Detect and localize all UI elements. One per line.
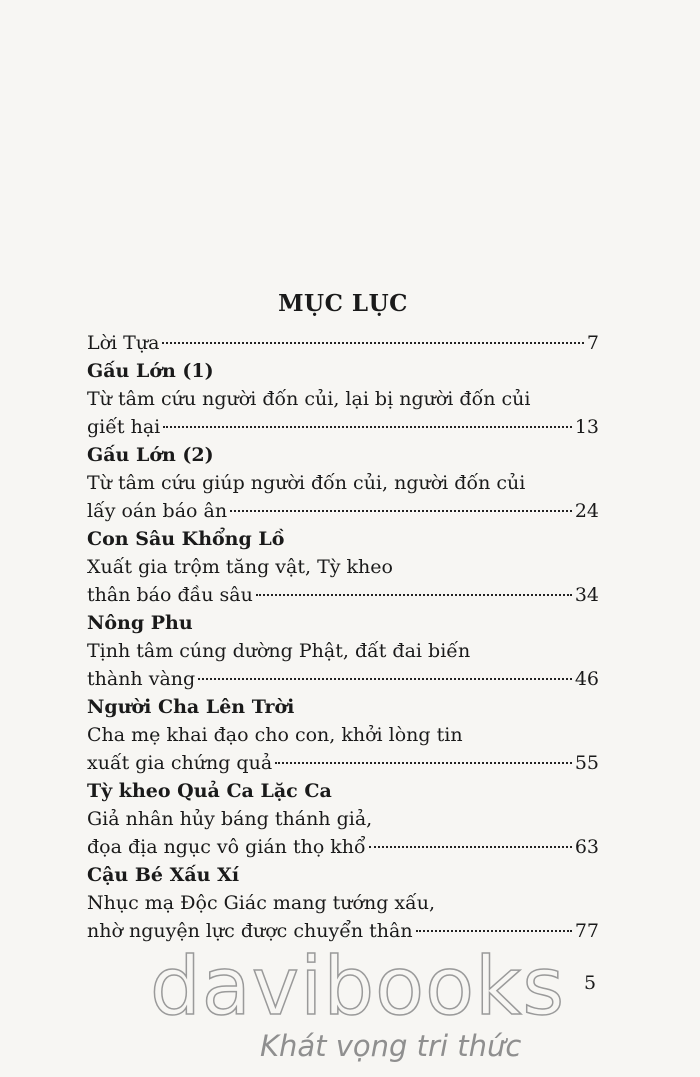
dot-leader bbox=[416, 930, 572, 932]
toc-entry[interactable] bbox=[87, 441, 599, 525]
toc-page-number: 55 bbox=[574, 752, 599, 774]
story-subtitle-end: giết hại bbox=[87, 416, 161, 438]
story-subtitle-line: Từ tâm cứu người đốn củi, lại bị người đốn củi bbox=[87, 388, 531, 410]
story-subtitle-end: đọa địa ngục vô gián thọ khổ bbox=[87, 836, 366, 858]
toc-page-number: 63 bbox=[574, 836, 599, 858]
dot-leader bbox=[198, 678, 572, 680]
story-title: Người Cha Lên Trời bbox=[87, 696, 295, 718]
toc-page-number: 13 bbox=[574, 416, 599, 438]
toc-page-number: 46 bbox=[574, 668, 599, 690]
toc-entry[interactable] bbox=[87, 609, 599, 693]
table-of-contents bbox=[87, 290, 599, 945]
story-subtitle-line: Giả nhân hủy báng thánh giả, bbox=[87, 808, 373, 830]
toc-entry[interactable] bbox=[87, 693, 599, 777]
story-subtitle-end: thân báo đầu sâu bbox=[87, 584, 253, 606]
toc-entry[interactable] bbox=[87, 861, 599, 945]
toc-entry[interactable] bbox=[87, 329, 599, 357]
toc-page-number: 7 bbox=[586, 332, 599, 354]
toc-leader-line bbox=[87, 917, 599, 945]
toc-title: MỤC LỤC bbox=[278, 290, 408, 317]
story-subtitle-end: lấy oán báo ân bbox=[87, 500, 228, 522]
story-title: Gấu Lớn (2) bbox=[87, 444, 214, 466]
story-title: Tỳ kheo Quả Ca Lặc Ca bbox=[87, 780, 332, 802]
toc-leader-line bbox=[87, 413, 599, 441]
watermark bbox=[150, 940, 566, 1063]
toc-entry-text: Lời Tựa bbox=[87, 332, 160, 354]
dot-leader bbox=[275, 762, 572, 764]
toc-leader-line bbox=[87, 329, 599, 357]
story-subtitle-end: nhờ nguyện lực được chuyển thân bbox=[87, 920, 413, 942]
dot-leader bbox=[230, 510, 572, 512]
dot-leader bbox=[369, 846, 572, 848]
story-subtitle-line: Tịnh tâm cúng dường Phật, đất đai biến bbox=[87, 640, 471, 662]
story-title: Cậu Bé Xấu Xí bbox=[87, 864, 240, 886]
toc-leader-line bbox=[87, 749, 599, 777]
story-title: Con Sâu Khổng Lồ bbox=[87, 528, 285, 550]
story-subtitle-end: thành vàng bbox=[87, 668, 196, 690]
story-subtitle-line: Nhục mạ Độc Giác mang tướng xấu, bbox=[87, 892, 436, 914]
story-title: Nông Phu bbox=[87, 612, 193, 634]
story-subtitle-end: xuất gia chứng quả bbox=[87, 752, 273, 774]
toc-page-number: 34 bbox=[574, 584, 599, 606]
toc-leader-line bbox=[87, 581, 599, 609]
toc-entry[interactable] bbox=[87, 525, 599, 609]
watermark-brand: davibooks bbox=[150, 940, 566, 1033]
dot-leader bbox=[163, 426, 572, 428]
toc-page-number: 24 bbox=[574, 500, 599, 522]
dot-leader bbox=[256, 594, 572, 596]
dot-leader bbox=[162, 342, 583, 344]
toc-page-number: 77 bbox=[574, 920, 599, 942]
toc-entry[interactable] bbox=[87, 357, 599, 441]
story-title: Gấu Lớn (1) bbox=[87, 360, 214, 382]
page-number: 5 bbox=[584, 972, 597, 994]
story-subtitle-line: Từ tâm cứu giúp người đốn củi, người đốn củi bbox=[87, 472, 526, 494]
toc-leader-line bbox=[87, 665, 599, 693]
watermark-slogan: Khát vọng tri thức bbox=[260, 1029, 522, 1063]
story-subtitle-line: Xuất gia trộm tăng vật, Tỳ kheo bbox=[87, 556, 393, 578]
toc-entry[interactable] bbox=[87, 777, 599, 861]
toc-leader-line bbox=[87, 497, 599, 525]
story-subtitle-line: Cha mẹ khai đạo cho con, khởi lòng tin bbox=[87, 724, 463, 746]
toc-leader-line bbox=[87, 833, 599, 861]
